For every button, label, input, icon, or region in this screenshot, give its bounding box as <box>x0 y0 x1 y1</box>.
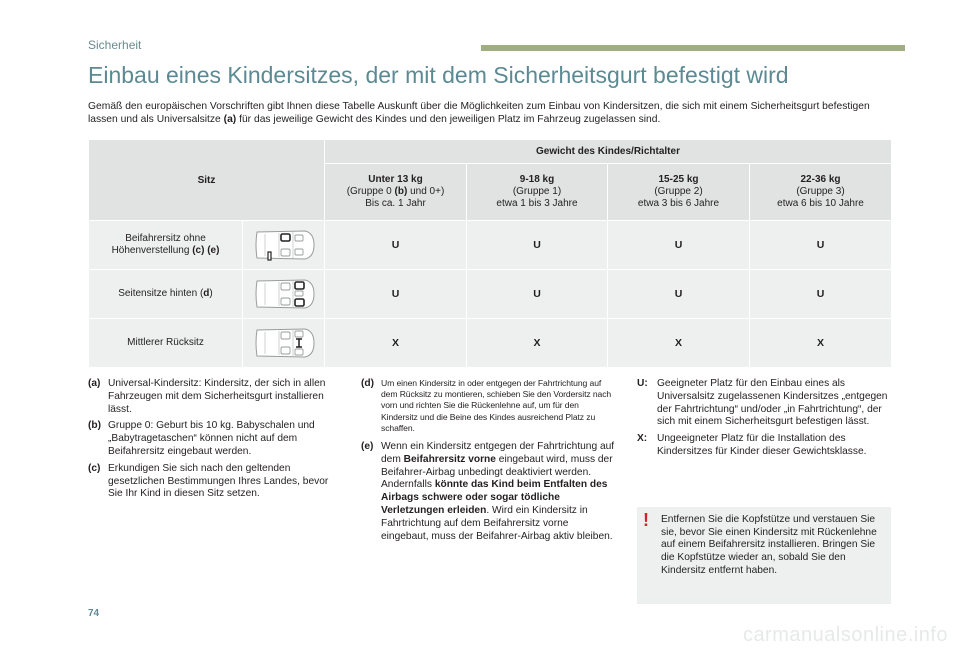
weight-column-0 <box>325 164 467 221</box>
weight-label: 22-36 kg <box>800 174 841 185</box>
legend-text: Ungeeigneter Platz für die Installation des Kindersitzes für Kinder dieser Gewichtsklasse. <box>657 433 867 457</box>
group-label: (Gruppe 1) <box>512 186 562 197</box>
weight-column-2 <box>608 164 750 221</box>
watermark: carmanualsonline.info <box>742 624 948 646</box>
warning-text: Entfernen Sie die Kopfstütze und verstauen Sie sie, bevor Sie einen Kindersitz mit Rückenlehne auf einem Beifahrersitz installieren. Bringen Sie die Kopfstütze wieder an, sobald Sie den Kindersitz entfernt haben. <box>661 514 877 576</box>
table-row <box>89 319 892 368</box>
footnote-c <box>88 463 340 501</box>
weight-column-1 <box>467 164 608 221</box>
age-label: etwa 6 bis 10 Jahre <box>777 198 864 209</box>
legend-X <box>637 433 891 459</box>
cell-value: U <box>467 270 608 319</box>
weight-column-3 <box>750 164 892 221</box>
weight-header: Gewicht des Kindes/Richtalter <box>325 140 892 164</box>
cell-value: U <box>750 221 892 270</box>
footnote-text: Erkundigen Sie sich nach den geltenden gesetzlichen Bestimmungen Ihres Landes, bevor Sie Ihr Kind in diesen Sitz setzen. <box>108 462 329 500</box>
car-rear-middle-seat-icon <box>243 319 325 368</box>
footnote-key: (b) <box>88 420 102 432</box>
warning-icon: ! <box>643 510 649 530</box>
weight-label: 15-25 kg <box>658 174 699 185</box>
weight-label: Unter 13 kg <box>368 174 423 185</box>
age-label: Bis ca. 1 Jahr <box>365 198 426 209</box>
notes-column-1 <box>88 378 340 505</box>
footnote-b <box>88 420 340 458</box>
table-row <box>89 221 892 270</box>
footnote-key: (d) <box>361 378 375 389</box>
intro-marker: (a) <box>223 114 237 125</box>
footnote-key: (e) <box>361 441 374 453</box>
intro-text-2: für das jeweilige Gewicht des Kindes und den jeweiligen Platz im Fahrzeug zugelassen sind. <box>236 114 661 125</box>
intro-paragraph <box>88 100 898 126</box>
legend-key: U: <box>637 378 648 389</box>
group-label: (Gruppe 2) <box>654 186 703 197</box>
cell-value: X <box>467 319 608 368</box>
group-label: (Gruppe 3) <box>796 186 845 197</box>
group-label: (Gruppe 0 (b) und 0+) <box>346 186 445 197</box>
cell-value: U <box>750 270 892 319</box>
seat-label: Mittlerer Rücksitz <box>89 319 243 368</box>
footnote-d <box>361 378 617 434</box>
footnote-e <box>361 441 617 543</box>
notes-column-2 <box>361 378 617 547</box>
age-label: etwa 3 bis 6 Jahre <box>637 198 720 209</box>
footnote-a <box>88 378 340 416</box>
child-seat-table <box>88 139 892 368</box>
intro-text-1: Gemäß den europäischen Vorschriften gibt Ihnen diese Tabelle Auskunft über die Möglichkeiten zum Einbau von Kindersitzen, die sich mit einem Sicherheitsgurt befestigen lassen und als Universalsitze <box>88 101 870 125</box>
footnote-text: Um einen Kindersitz in oder entgegen der Fahrtrichtung auf dem Rücksitz zu montieren, schieben Sie den Vordersitz nach vorn und richten Sie die Rückenlehne auf, um für den Kindersitz und die Beine des Kindes ausreichend Platz zu schaffen. <box>381 378 612 433</box>
legend-key: X: <box>637 433 648 445</box>
legend-U <box>637 378 891 429</box>
footnote-text: Universal-Kindersitz: Kindersitz, der sich in allen Fahrzeugen mit dem Sicherheitsgurt installieren lässt. <box>108 378 326 415</box>
age-label: etwa 1 bis 3 Jahre <box>496 198 578 209</box>
seat-column-header: Sitz <box>89 140 325 221</box>
car-front-passenger-seat-icon <box>243 221 325 270</box>
section-label: Sicherheit <box>88 38 142 52</box>
seat-label: Beifahrersitz ohne Höhenverstellung (c) (e) <box>89 221 243 270</box>
cell-value: X <box>325 319 467 368</box>
car-rear-side-seats-icon <box>243 270 325 319</box>
cell-value: X <box>750 319 892 368</box>
page-number: 74 <box>88 608 100 619</box>
cell-value: U <box>325 221 467 270</box>
footnote-text: Gruppe 0: Geburt bis 10 kg. Babyschalen und „Babytragetaschen“ können nicht auf dem Beifahrersitz eingebaut werden. <box>108 420 315 457</box>
footnote-key: (c) <box>88 462 101 474</box>
legend-text: Geeigneter Platz für den Einbau eines als Universalsitz zugelassenen Kindersitzes „entgegen der Fahrtrichtung“ und/oder „in Fahrtrichtung“, der sich mit einem Sicherheitsgurt befestigen lässt. <box>657 378 888 428</box>
footnote-text: Wenn ein Kindersitz entgegen der Fahrtrichtung auf dem Beifahrersitz vorne eingebaut wird, muss der Beifahrer-Airbag unbedingt deaktiviert werden. Andernfalls könnte das Kind beim Entfalten des Airbags schwere oder sogar tödliche Verletzungen erleiden. Wird ein Kindersitz in Fahrtrichtung auf dem Beifahrersitz vorne eingebaut, muss der Beifahrer-Airbag aktiv bleiben. <box>381 441 615 542</box>
cell-value: U <box>467 221 608 270</box>
cell-value: U <box>325 270 467 319</box>
notes-column-3 <box>637 378 891 463</box>
section-accent-bar <box>481 45 905 51</box>
page-title: Einbau eines Kindersitzes, der mit dem Sicherheitsgurt befestigt wird <box>88 62 789 88</box>
warning-box <box>637 507 891 604</box>
seat-label: Seitensitze hinten (d) <box>89 270 243 319</box>
cell-value: U <box>608 221 750 270</box>
cell-value: U <box>608 270 750 319</box>
cell-value: X <box>608 319 750 368</box>
table-row <box>89 270 892 319</box>
weight-label: 9-18 kg <box>519 174 555 185</box>
footnote-key: (a) <box>88 378 101 389</box>
